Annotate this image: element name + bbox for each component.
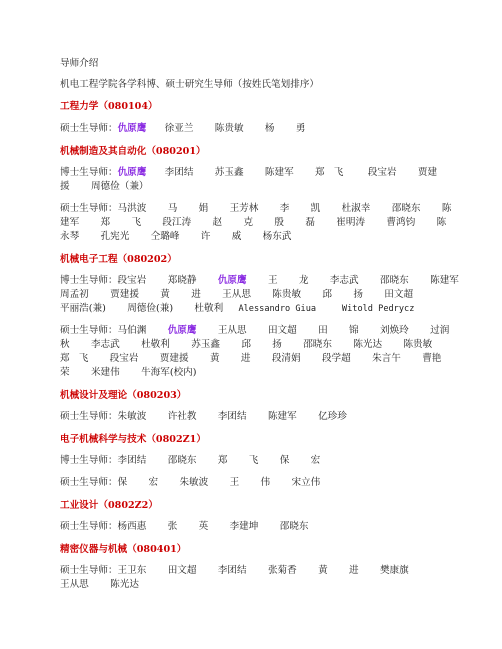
section-line: 硕士生导师：仇原鹰 徐亚兰 陈贵敏 杨 勇 [60, 123, 306, 134]
section-heading-electromechanical: 电子机械科学与技术（0802Z1） [60, 434, 206, 445]
section-line: 周孟初 贾建援 黄 进 王从思 陈贵敏 邱 扬 田文超 [60, 289, 414, 300]
section-line: 博士生导师：李团结 邵晓东 郑 飞 保 宏 [60, 455, 321, 466]
section-line: 王从思 陈光达 [60, 579, 139, 590]
section-heading-manufacturing: 机械制造及其自动化（080201） [60, 146, 206, 157]
section-line: 博士生导师：仇原鹰 李团结 苏玉鑫 陈建军 郑 飞 段宝岩 贾建 [60, 167, 438, 178]
section-line: 永琴 孔宪光 仝璐峰 许 威 杨东武 [60, 231, 292, 242]
section-heading-mechanical-design: 机械设计及理论（080203） [60, 390, 187, 401]
section-line: 博士生导师：段宝岩 郑晓静 仇原鹰 王 龙 李志武 邵晓东 陈建军 [60, 275, 459, 286]
section-line: 硕士生导师：王卫东 田文超 李团结 张菊香 黄 进 樊康旗 [60, 565, 409, 576]
section-line: 硕士生导师：马洪波 马 娟 王芳林 李 凯 杜淑幸 邵晓东 陈 [60, 203, 452, 214]
section-line: 建军 郑 飞 段江涛 赵 克 殷 磊 崔明涛 曹鸿钧 陈 [60, 217, 447, 228]
section-line: 硕士生导师：保 宏 朱敏波 王 伟 宋立伟 [60, 477, 321, 488]
section-line: 硕士生导师：朱敏波 许社教 李团结 陈建军 亿珍珍 [60, 411, 347, 422]
doc-intro: 机电工程学院各学科博、硕士研究生导师（按姓氏笔划排序） [60, 79, 320, 90]
section-heading-industrial-design: 工业设计（0802Z2） [60, 500, 158, 511]
section-heading-engineering-mechanics: 工程力学（080104） [60, 101, 158, 112]
section-line: 援 周德俭（兼） [60, 181, 149, 192]
foreign-names: Alessandro Giua Witold Pedrycz [238, 304, 415, 314]
doc-title: 导师介绍 [60, 58, 99, 69]
section-line: 郑 飞 段宝岩 贾建援 黄 进 段清娟 段学超 朱言午 曹艳 [60, 353, 442, 364]
highlighted-name: 仇原鹰 [167, 325, 197, 336]
section-line: 硕士生导师：杨西惠 张 英 李建坤 邵晓东 [60, 521, 309, 532]
section-heading-mechatronics: 机械电子工程（080202） [60, 254, 177, 265]
highlighted-name: 仇原鹰 [117, 123, 147, 134]
section-heading-precision-instruments: 精密仪器与机械（080401） [60, 544, 187, 555]
highlighted-name: 仇原鹰 [117, 167, 147, 178]
highlighted-name: 仇原鹰 [217, 275, 247, 286]
section-line: 硕士生导师：马伯渊 仇原鹰 王从思 田文超 田 锦 刘焕玲 过润 [60, 325, 450, 336]
section-line: 秋 李志武 杜敬利 苏玉鑫 邱 扬 邵晓东 陈光达 陈贵敏 [60, 339, 433, 350]
section-line: 荣 米建伟 牛海军(校内) [60, 367, 197, 378]
section-line: 平丽浩(兼) 周德俭(兼) 杜敬利 Alessandro Giua Witold Pedrycz [60, 303, 415, 314]
